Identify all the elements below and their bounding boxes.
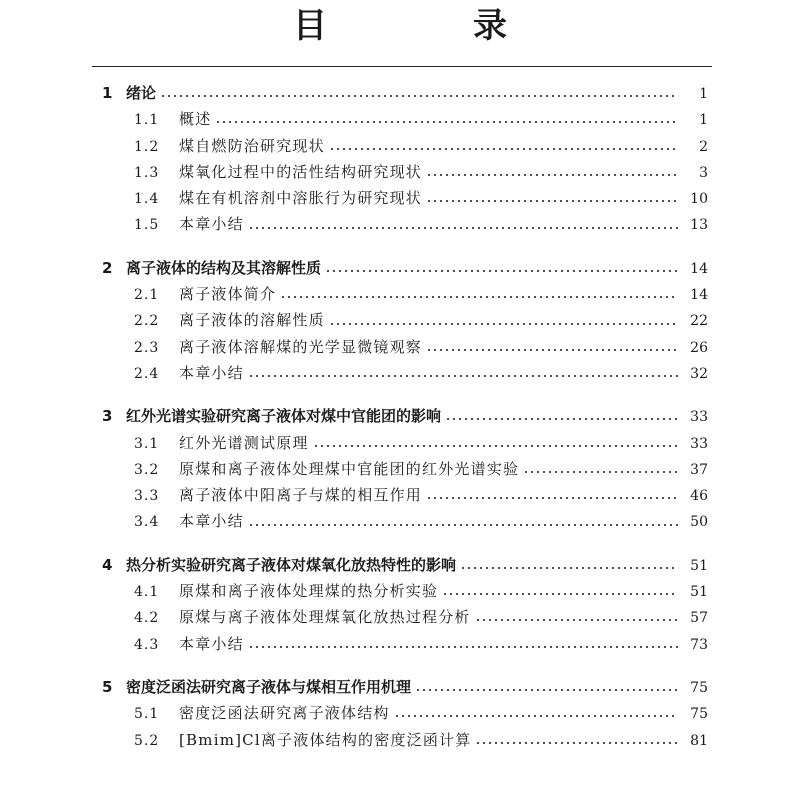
section-entry[interactable]: [0, 482, 800, 508]
dot-leader: [160, 93, 678, 99]
section-entry-title: 本章小结: [179, 512, 244, 531]
dot-leader: [426, 198, 678, 204]
dot-leader: [523, 469, 678, 475]
chapter-entry-page-number: 33: [690, 409, 708, 426]
section-entry-number: 2.2: [134, 313, 160, 330]
section-entry-number: 2.1: [134, 287, 160, 304]
section-entry-page-number: 13: [690, 217, 708, 234]
chapter-entry[interactable]: [0, 552, 800, 578]
section-entry-number: 1.2: [134, 138, 160, 155]
chapter-entry-title: 热分析实验研究离子液体对煤氧化放热特性的影响: [126, 555, 457, 574]
section-entry-number: 3.2: [134, 461, 160, 478]
section-entry-title: [Bmim]Cl离子液体结构的密度泛函计算: [179, 730, 472, 749]
dot-leader: [248, 225, 678, 231]
section-entry-page-number: 51: [690, 584, 708, 601]
chapter-block: [0, 403, 800, 534]
section-entry-number: 1.1: [134, 112, 160, 129]
dot-leader: [426, 495, 678, 501]
section-entry-page-number: 26: [690, 339, 708, 356]
section-entry-number: 4.1: [134, 584, 160, 601]
section-entry-title: 煤自燃防治研究现状: [179, 136, 325, 155]
section-entry-number: 1.3: [134, 164, 160, 181]
dot-leader: [280, 294, 678, 300]
section-entry-title: 煤氧化过程中的活性结构研究现状: [179, 162, 423, 181]
section-entry[interactable]: [0, 508, 800, 534]
section-entry[interactable]: [0, 631, 800, 657]
chapter-entry-number: 5: [102, 677, 113, 696]
chapter-entry-page-number: 14: [690, 260, 708, 277]
chapter-entry[interactable]: [0, 80, 800, 106]
section-entry-title: 红外光谱测试原理: [179, 433, 309, 452]
title-rule: [92, 66, 712, 67]
dot-leader: [426, 172, 678, 178]
section-entry-page-number: 14: [690, 287, 708, 304]
chapter-block: [0, 552, 800, 657]
table-of-contents: [0, 80, 800, 770]
chapter-entry-page-number: 51: [690, 557, 708, 574]
section-entry-title: 本章小结: [179, 363, 244, 382]
chapter-entry[interactable]: [0, 255, 800, 281]
dot-leader: [248, 522, 678, 528]
chapter-entry-number: 3: [102, 407, 113, 426]
chapter-block: [0, 80, 800, 238]
dot-leader: [394, 713, 678, 719]
section-entry-number: 5.1: [134, 706, 160, 723]
section-entry-number: 1.5: [134, 217, 160, 234]
section-entry-title: 本章小结: [179, 215, 244, 234]
section-entry-page-number: 73: [690, 636, 708, 653]
section-entry-number: 4.3: [134, 636, 160, 653]
section-entry[interactable]: [0, 727, 800, 753]
dot-leader: [442, 591, 678, 597]
section-entry[interactable]: [0, 307, 800, 333]
chapter-block: [0, 255, 800, 386]
dot-leader: [215, 119, 678, 125]
section-entry-title: 离子液体简介: [179, 285, 277, 304]
section-entry[interactable]: [0, 185, 800, 211]
chapter-entry-number: 4: [102, 555, 113, 574]
section-entry-page-number: 37: [690, 461, 708, 478]
section-entry-title: 密度泛函法研究离子液体结构: [179, 704, 390, 723]
section-entry-number: 2.3: [134, 339, 160, 356]
dot-leader: [415, 687, 678, 693]
section-entry-page-number: 46: [690, 488, 708, 505]
chapter-entry-title: 红外光谱实验研究离子液体对煤中官能团的影响: [126, 407, 442, 426]
section-entry-page-number: 32: [690, 365, 708, 382]
dot-leader: [445, 416, 678, 422]
chapter-block: [0, 674, 800, 753]
section-entry-number: 1.4: [134, 191, 160, 208]
section-entry-title: 原煤和离子液体处理煤的热分析实验: [179, 582, 439, 601]
section-entry-title: 离子液体中阳离子与煤的相互作用: [179, 486, 423, 505]
chapter-entry[interactable]: [0, 674, 800, 700]
section-entry-page-number: 50: [690, 514, 708, 531]
section-entry-page-number: 81: [690, 732, 708, 749]
dot-leader: [426, 347, 678, 353]
dot-leader: [329, 321, 678, 327]
section-entry-title: 离子液体溶解煤的光学显微镜观察: [179, 337, 423, 356]
section-entry[interactable]: [0, 106, 800, 132]
section-entry-page-number: 33: [690, 435, 708, 452]
dot-leader: [329, 146, 678, 152]
dot-leader: [460, 565, 678, 571]
section-entry[interactable]: [0, 578, 800, 604]
chapter-entry-title: 离子液体的结构及其溶解性质: [126, 258, 322, 277]
section-entry-number: 4.2: [134, 610, 160, 627]
section-entry-page-number: 22: [690, 313, 708, 330]
section-entry[interactable]: [0, 700, 800, 726]
section-entry-page-number: 57: [690, 610, 708, 627]
section-entry-number: 3.1: [134, 435, 160, 452]
section-entry-number: 3.4: [134, 514, 160, 531]
section-entry[interactable]: [0, 211, 800, 237]
chapter-entry-number: 2: [102, 258, 113, 277]
chapter-entry-title: 密度泛函法研究离子液体与煤相互作用机理: [126, 677, 412, 696]
dot-leader: [248, 644, 678, 650]
page-title: 目 录: [293, 6, 563, 46]
section-entry-page-number: 1: [699, 112, 708, 129]
section-entry-title: 原煤和离子液体处理煤中官能团的红外光谱实验: [179, 459, 520, 478]
section-entry-number: 2.4: [134, 365, 160, 382]
section-entry[interactable]: [0, 281, 800, 307]
section-entry-title: 煤在有机溶剂中溶胀行为研究现状: [179, 189, 423, 208]
section-entry-page-number: 3: [699, 164, 708, 181]
section-entry[interactable]: [0, 159, 800, 185]
chapter-entry-number: 1: [102, 84, 113, 102]
section-entry[interactable]: [0, 360, 800, 386]
dot-leader: [325, 268, 678, 274]
section-entry[interactable]: [0, 456, 800, 482]
section-entry-page-number: 10: [690, 191, 708, 208]
dot-leader: [475, 740, 678, 746]
section-entry-number: 3.3: [134, 488, 160, 505]
section-entry-title: 本章小结: [179, 634, 244, 653]
chapter-entry-page-number: 1: [699, 86, 708, 102]
section-entry-number: 5.2: [134, 732, 160, 749]
section-entry-page-number: 2: [699, 138, 708, 155]
section-entry-title: 原煤与离子液体处理煤氧化放热过程分析: [179, 608, 471, 627]
chapter-entry-title: 绪论: [126, 84, 157, 102]
dot-leader: [313, 443, 678, 449]
chapter-entry[interactable]: [0, 403, 800, 429]
section-entry[interactable]: [0, 604, 800, 630]
section-entry[interactable]: [0, 133, 800, 159]
section-entry-title: 离子液体的溶解性质: [179, 311, 325, 330]
dot-leader: [248, 373, 678, 379]
chapter-entry-page-number: 75: [690, 679, 708, 696]
section-entry[interactable]: [0, 334, 800, 360]
section-entry[interactable]: [0, 430, 800, 456]
section-entry-title: 概述: [179, 110, 212, 129]
dot-leader: [475, 617, 678, 623]
section-entry-page-number: 75: [690, 706, 708, 723]
